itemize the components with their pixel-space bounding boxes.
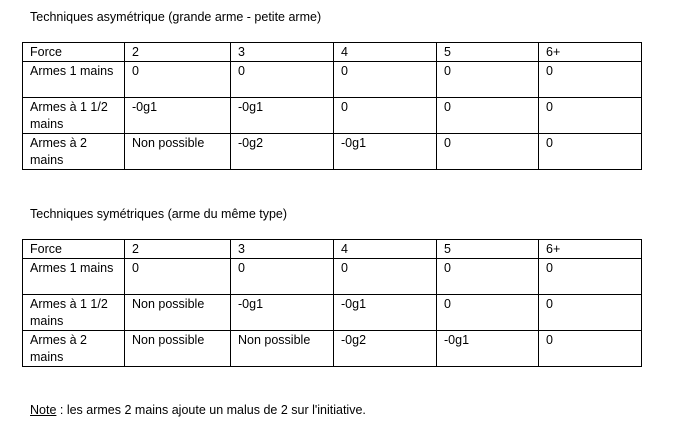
table-row: [23, 62, 642, 98]
note-label: Note: [30, 403, 57, 417]
table-cell: -0g1: [125, 98, 231, 134]
table-cell: 0: [539, 259, 642, 295]
table-header-row: [23, 240, 642, 259]
header-cell: 4: [334, 43, 437, 62]
table-cell: 0: [437, 134, 539, 170]
table-cell: 0: [437, 62, 539, 98]
row-label-cell: Armes à 2 mains: [23, 134, 125, 170]
header-cell: Force: [23, 43, 125, 62]
table-row: [23, 259, 642, 295]
table-cell: 0: [334, 62, 437, 98]
footnote: [30, 403, 366, 417]
row-label-cell: Armes à 2 mains: [23, 331, 125, 367]
header-cell: 2: [125, 43, 231, 62]
note-text: : les armes 2 mains ajoute un malus de 2 sur l'initiative.: [56, 403, 366, 417]
table-cell: 0: [437, 259, 539, 295]
table-cell: -0g1: [231, 98, 334, 134]
table-cell: Non possible: [125, 331, 231, 367]
header-cell: 3: [231, 43, 334, 62]
header-cell: 5: [437, 43, 539, 62]
table-row: [23, 295, 642, 331]
table-cell: 0: [125, 62, 231, 98]
table-cell: 0: [539, 331, 642, 367]
section-1-title: Techniques asymétrique (grande arme - petite arme): [30, 10, 322, 24]
table-cell: -0g1: [334, 295, 437, 331]
table-cell: Non possible: [125, 295, 231, 331]
table-cell: 0: [539, 62, 642, 98]
asymmetric-techniques-table: [22, 42, 642, 170]
header-cell: 2: [125, 240, 231, 259]
table-cell: 0: [539, 98, 642, 134]
table-cell: 0: [125, 259, 231, 295]
table-cell: Non possible: [125, 134, 231, 170]
table-cell: -0g2: [231, 134, 334, 170]
table-cell: 0: [231, 62, 334, 98]
section-2-title: Techniques symétriques (arme du même type): [30, 207, 288, 221]
row-label-cell: Armes 1 mains: [23, 62, 125, 98]
table-cell: 0: [334, 98, 437, 134]
header-cell: Force: [23, 240, 125, 259]
table-cell: 0: [437, 295, 539, 331]
table-cell: 0: [231, 259, 334, 295]
table-row: [23, 331, 642, 367]
header-cell: 4: [334, 240, 437, 259]
table-cell: -0g1: [334, 134, 437, 170]
row-label-cell: Armes à 1 1/2 mains: [23, 295, 125, 331]
header-cell: 3: [231, 240, 334, 259]
table-row: [23, 134, 642, 170]
table-cell: -0g1: [437, 331, 539, 367]
table-cell: Non possible: [231, 331, 334, 367]
table-cell: -0g2: [334, 331, 437, 367]
table-cell: -0g1: [231, 295, 334, 331]
header-cell: 6+: [539, 240, 642, 259]
table-cell: 0: [539, 295, 642, 331]
header-cell: 6+: [539, 43, 642, 62]
table-cell: 0: [334, 259, 437, 295]
table-row: [23, 98, 642, 134]
header-cell: 5: [437, 240, 539, 259]
row-label-cell: Armes à 1 1/2 mains: [23, 98, 125, 134]
table-header-row: [23, 43, 642, 62]
symmetric-techniques-table: [22, 239, 642, 367]
table-cell: 0: [437, 98, 539, 134]
row-label-cell: Armes 1 mains: [23, 259, 125, 295]
table-cell: 0: [539, 134, 642, 170]
